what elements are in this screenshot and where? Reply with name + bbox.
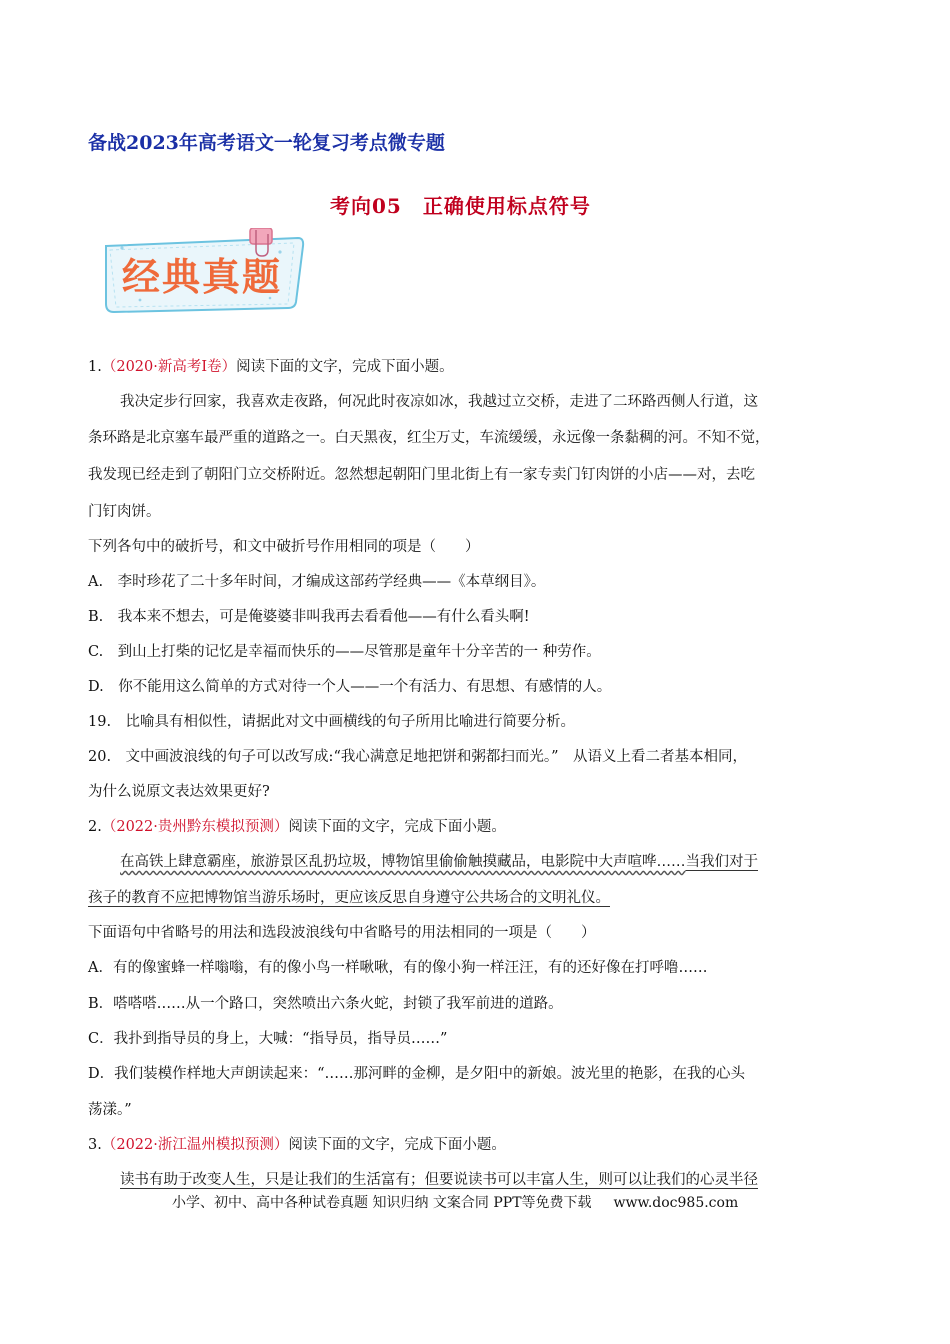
q2-stem: 下面语句中省略号的用法和选段波浪线句中省略号的用法相同的一项是（ ）: [88, 925, 596, 941]
q1-extra-19: 19. 比喻具有相似性，请据此对文中画横线的句子所用比喻进行简要分析。: [88, 714, 576, 730]
q3-heading: [88, 1133, 506, 1154]
q2-option-c: C．我扑到指导员的身上，大喊：“指导员，指导员……”: [88, 1031, 448, 1047]
q2-option-a: A．有的像蜜蜂一样嗡嗡，有的像小鸟一样啾啾，有的像小狗一样汪汪，有的还好像在打呼噜……: [88, 960, 708, 976]
q1-prompt: 阅读下面的文字，完成下面小题。: [236, 359, 454, 375]
q1-extra-20-cont: 为什么说原文表达效果更好?: [88, 784, 270, 800]
q1-passage-line-1: 我决定步行回家，我喜欢走夜路，何况此时夜凉如冰，我越过立交桥，走进了二环路西侧人行道，这: [120, 394, 758, 410]
q2-option-d: D．我们装模作样地大声朗读起来：“……那河畔的金柳，是夕阳中的新娘。波光里的艳影，在我的心头: [88, 1066, 746, 1082]
q1-passage-line-3: 我发现已经走到了朝阳门立交桥附近。忽然想起朝阳门里北街上有一家专卖门钉肉饼的小店——对，去吃: [88, 467, 755, 483]
q1-stem: 下列各句中的破折号，和文中破折号作用相同的项是（ ）: [88, 539, 480, 555]
q3-source: （2022·浙江温州模拟预测）: [101, 1137, 289, 1153]
page-footer: [172, 1192, 738, 1212]
document-header-title: 备战2023年高考语文一轮复习考点微专题: [88, 132, 445, 154]
q2-prompt: 阅读下面的文字，完成下面小题。: [288, 819, 506, 835]
q1-option-b: B. 我本来不想去，可是俺婆婆非叫我再去看看他——有什么看头啊!: [88, 609, 530, 625]
q3-passage-line-1: 读书有助于改变人生，只是让我们的生活富有；但要说读书可以丰富人生，则可以让我们的心灵半径: [120, 1172, 758, 1188]
q1-source: （2020·新高考I卷）: [101, 359, 237, 375]
q2-number: 2.: [88, 819, 102, 835]
q1-option-a: A. 李时珍花了二十多年时间，才编成这部药学经典——《本草纲目》。: [88, 574, 546, 590]
q1-number: 1.: [88, 359, 102, 375]
q1-heading: [88, 355, 454, 376]
footer-url-link[interactable]: www.doc985.com: [613, 1195, 739, 1211]
q3-number: 3.: [88, 1137, 102, 1153]
q2-passage-line-1: [120, 850, 758, 871]
section-title: 考向05 正确使用标点符号: [330, 194, 591, 218]
q1-option-c: C. 到山上打柴的记忆是幸福而快乐的——尽管那是童年十分辛苦的一 种劳作。: [88, 644, 601, 660]
footer-text: 小学、初中、高中各种试卷真题 知识归纳 文案合同 PPT等免费下载: [172, 1195, 592, 1211]
q3-prompt: 阅读下面的文字，完成下面小题。: [288, 1137, 506, 1153]
q1-option-d: D. 你不能用这么简单的方式对待一个人——一个有活力、有思想、有感情的人。: [88, 679, 612, 695]
banner-classic-exam: [100, 228, 310, 318]
q2-passage-underlined: 当我们对于: [685, 854, 758, 870]
q1-passage-line-4: 门钉肉饼。: [88, 504, 161, 520]
q2-passage-wavy: 在高铁上肆意霸座，旅游景区乱扔垃圾，博物馆里偷偷触摸藏品，电影院中大声喧哗……: [120, 854, 686, 870]
q1-extra-20: 20. 文中画波浪线的句子可以改写成:“我心满意足地把饼和粥都扫而光。” 从语义上看二者基本相同，: [88, 749, 748, 765]
q2-option-d-cont: 荡漾。”: [88, 1102, 132, 1118]
q1-passage-line-2: 条环路是北京塞车最严重的道路之一。白天黑夜，红尘万丈，车流缓缓，永远像一条黏稠的河。不知不觉，: [88, 430, 770, 446]
q2-passage-line-2: 孩子的教育不应把博物馆当游乐场时，更应该反思自身遵守公共场合的文明礼仪。: [88, 890, 610, 906]
q2-heading: [88, 815, 506, 836]
q2-option-b: B．嗒嗒嗒……从一个路口，突然喷出六条火蛇，封锁了我军前进的道路。: [88, 996, 563, 1012]
q2-source: （2022·贵州黔东模拟预测）: [101, 819, 289, 835]
banner-label: 经典真题: [122, 255, 283, 299]
